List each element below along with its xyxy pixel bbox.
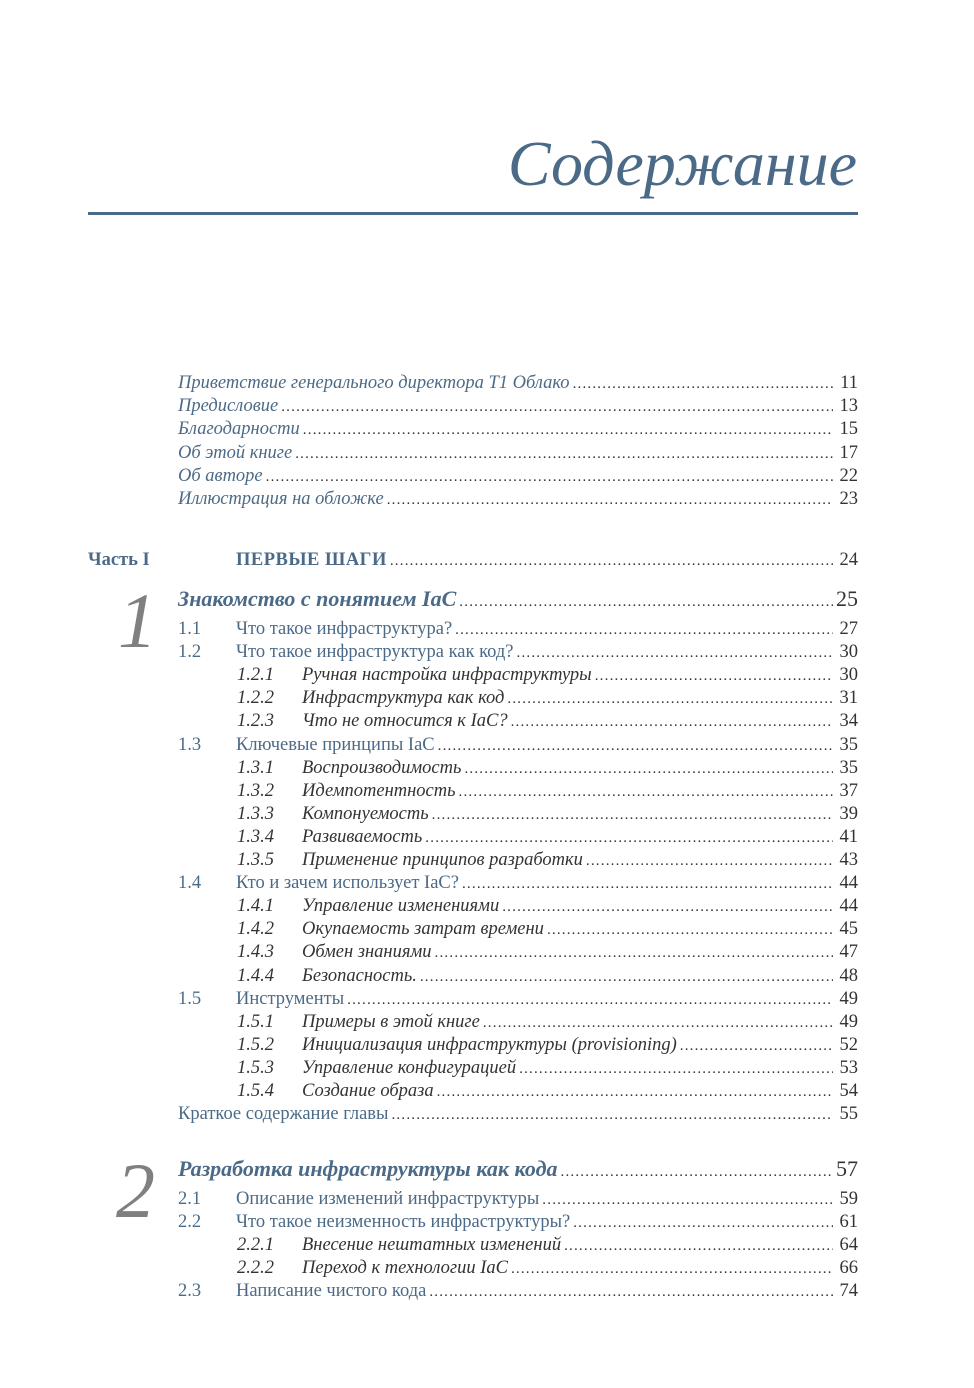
page-number: 31 [839,688,858,709]
entry-number: 1.3 [178,734,202,755]
entry-title: Инфраструктура как код [302,688,505,709]
section-entry[interactable] [178,1281,858,1303]
page-number: 45 [839,919,858,940]
page-number: 49 [839,1011,858,1032]
dot-leader [511,1261,833,1278]
entry-title: Краткое содержание главы [178,1104,389,1125]
entry-number: 2.2 [178,1212,202,1233]
dot-leader [455,622,833,639]
page-number: 66 [839,1258,858,1279]
entry-number: 1.2.3 [237,711,274,732]
subsection-entry[interactable] [237,942,858,964]
dot-leader [387,492,833,509]
entry-title: Инструменты [236,988,345,1009]
page-number: 54 [839,1081,858,1101]
entry-title: Об авторе [178,465,263,486]
subsection-entry[interactable] [237,850,858,872]
dot-leader [464,761,833,778]
entry-number: 1.5.4 [237,1081,274,1101]
page-number: 37 [839,780,858,801]
subsection-entry[interactable] [237,896,858,918]
subsection-entry[interactable] [237,711,858,733]
chapter-number: 1 [118,577,157,664]
entry-title: Создание образа [302,1081,434,1101]
subsection-entry[interactable] [237,827,858,849]
entry-number: 1.2.2 [237,688,274,709]
entry-title: Ручная настройка инфраструктуры [302,665,592,686]
page-number: 49 [839,988,858,1009]
entry-number: 1.4.4 [237,965,274,986]
entry-number: 1.5.1 [237,1011,274,1032]
entry-title: Ключевые принципы IaC [236,734,435,755]
dot-leader [347,992,833,1009]
page-number: 15 [839,419,858,440]
entry-number: 1.1 [178,619,202,639]
entry-title: Благодарности [178,419,300,440]
subsection-entry[interactable] [237,1081,858,1103]
entry-number: 1.3.2 [237,780,274,801]
dot-leader [459,594,833,611]
entry-title: Иллюстрация на обложке [178,489,384,509]
chapter-entry[interactable] [178,1156,858,1184]
dot-leader [438,738,833,755]
entry-number: 2.2.2 [237,1258,274,1279]
dot-leader [561,1164,834,1181]
subsection-entry[interactable] [237,1258,858,1280]
subsection-entry[interactable] [237,1012,858,1034]
chapter-number: 2 [116,1147,155,1234]
summary-entry[interactable] [178,1104,858,1126]
dot-leader [573,376,833,393]
dot-leader [437,1084,833,1101]
dot-leader [425,830,833,847]
dot-leader [420,969,833,986]
subsection-entry[interactable] [237,1035,858,1057]
entry-title: Развиваемость [302,826,423,847]
dot-leader [391,1107,833,1124]
entry-title: Написание чистого кода [236,1281,427,1302]
dot-leader [519,1061,833,1078]
page-number: 53 [839,1057,858,1078]
subsection-entry[interactable] [237,688,858,710]
section-entry[interactable] [178,735,858,757]
entry-number: 1.4.1 [237,896,274,917]
dot-leader [502,899,833,916]
dot-leader [266,469,833,486]
dot-leader [435,945,833,962]
entry-number: 1.2 [178,642,202,663]
dot-leader [281,399,833,416]
entry-title: Разработка инфраструктуры как кода [178,1156,558,1181]
page-number: 13 [839,396,858,417]
entry-title: Кто и зачем использует IaC? [236,873,459,894]
entry-title: Обмен знаниями [302,942,432,963]
subsection-entry[interactable] [237,1235,858,1257]
page-number: 64 [839,1235,858,1256]
page-number: 27 [839,619,858,639]
entry-number: 1.4 [178,873,202,894]
front-matter-entry[interactable] [178,489,858,511]
section-entry[interactable] [178,1189,858,1211]
subsection-entry[interactable] [237,758,858,780]
entry-number: 2.2.1 [237,1235,274,1256]
dot-leader [586,853,833,870]
entry-title: Применение принципов разработки [302,850,583,870]
dot-leader [459,784,833,801]
page-number: 44 [839,873,858,894]
dot-leader [517,645,834,662]
dot-leader [573,1215,833,1232]
section-entry[interactable] [178,989,858,1011]
entry-title: Управление изменениями [302,896,500,917]
subsection-entry[interactable] [237,804,858,826]
entry-title: Управление конфигурацией [302,1057,517,1078]
entry-title: Инициализация инфраструктуры (provisioning) [302,1034,677,1055]
subsection-entry[interactable] [237,966,858,988]
entry-number: 1.3.3 [237,803,274,824]
dot-leader [564,1238,833,1255]
page-title: Содержание [507,128,857,199]
page-number: 55 [839,1104,858,1125]
entry-number: 2.1 [178,1189,202,1209]
entry-title: ПЕРВЫЕ ШАГИ [236,550,387,570]
dot-leader [542,1192,833,1209]
dot-leader [295,446,833,463]
dot-leader [432,807,833,824]
part-entry[interactable] [236,550,858,572]
entry-title: Приветствие генерального директора Т1 Облако [178,373,570,393]
entry-number: 1.2.1 [237,665,274,686]
page-number: 47 [839,942,858,963]
entry-title: Примеры в этой книге [302,1011,480,1032]
entry-number: 1.5.2 [237,1034,274,1055]
page-number: 22 [839,465,858,486]
front-matter-entry[interactable] [178,419,858,441]
page-number: 25 [836,586,858,611]
entry-title: Об этой книге [178,442,293,463]
entry-title: Идемпотентность [302,780,456,801]
chapter-entry[interactable] [178,586,858,614]
part-label: Часть I [88,550,150,570]
page-number: 41 [839,826,858,847]
entry-title: Переход к технологии IaC [302,1258,508,1279]
dot-leader [595,668,833,685]
page-number: 44 [839,896,858,917]
entry-title: Что не относится к IaC? [302,711,508,732]
page-number: 52 [839,1034,858,1055]
dot-leader [483,1015,833,1032]
page-number: 23 [839,489,858,509]
entry-title: Компонуемость [302,803,429,824]
entry-number: 1.3.5 [237,850,274,870]
front-matter-entry[interactable] [178,396,858,418]
entry-number: 1.4.3 [237,942,274,963]
page-number: 30 [839,642,858,663]
entry-number: 1.3.1 [237,757,274,778]
dot-leader [390,553,833,570]
section-entry[interactable] [178,1212,858,1234]
page-number: 61 [839,1212,858,1233]
page-number: 34 [839,711,858,732]
entry-title: Безопасность. [302,965,417,986]
page-number: 24 [839,550,858,570]
front-matter-entry[interactable] [178,466,858,488]
dot-leader [507,691,833,708]
section-entry[interactable] [178,642,858,664]
page-number: 48 [839,965,858,986]
page-number: 11 [840,373,858,393]
page-number: 39 [839,803,858,824]
entry-title: Что такое неизменность инфраструктуры? [236,1212,571,1233]
dot-leader [680,1038,833,1055]
front-matter-entry[interactable] [178,443,858,465]
entry-title: Что такое инфраструктура как код? [236,642,514,663]
dot-leader [547,922,833,939]
subsection-entry[interactable] [237,1058,858,1080]
page-number: 57 [836,1156,858,1181]
subsection-entry[interactable] [237,781,858,803]
entry-number: 1.5.3 [237,1057,274,1078]
page-number: 17 [839,442,858,463]
dot-leader [462,876,833,893]
entry-title: Окупаемость затрат времени [302,919,544,940]
page-number: 59 [839,1189,858,1209]
dot-leader [303,422,833,439]
title-rule [88,212,858,215]
page-number: 30 [839,665,858,686]
front-matter-entry[interactable] [178,373,858,395]
entry-number: 1.4.2 [237,919,274,940]
entry-title: Описание изменений инфраструктуры [236,1189,540,1209]
entry-title: Знакомство с понятием IaC [178,586,457,611]
entry-title: Воспроизводимость [302,757,462,778]
entry-number: 2.3 [178,1281,202,1302]
entry-title: Внесение нештатных изменений [302,1235,562,1256]
dot-leader [429,1284,833,1301]
dot-leader [511,714,833,731]
subsection-entry[interactable] [237,665,858,687]
page-number: 43 [839,850,858,870]
entry-title: Предисловие [178,396,279,417]
page-number: 74 [839,1281,858,1302]
page-number: 35 [839,734,858,755]
entry-number: 1.5 [178,988,202,1009]
section-entry[interactable] [178,873,858,895]
page-number: 35 [839,757,858,778]
section-entry[interactable] [178,619,858,641]
entry-number: 1.3.4 [237,826,274,847]
entry-title: Что такое инфраструктура? [236,619,453,639]
subsection-entry[interactable] [237,919,858,941]
